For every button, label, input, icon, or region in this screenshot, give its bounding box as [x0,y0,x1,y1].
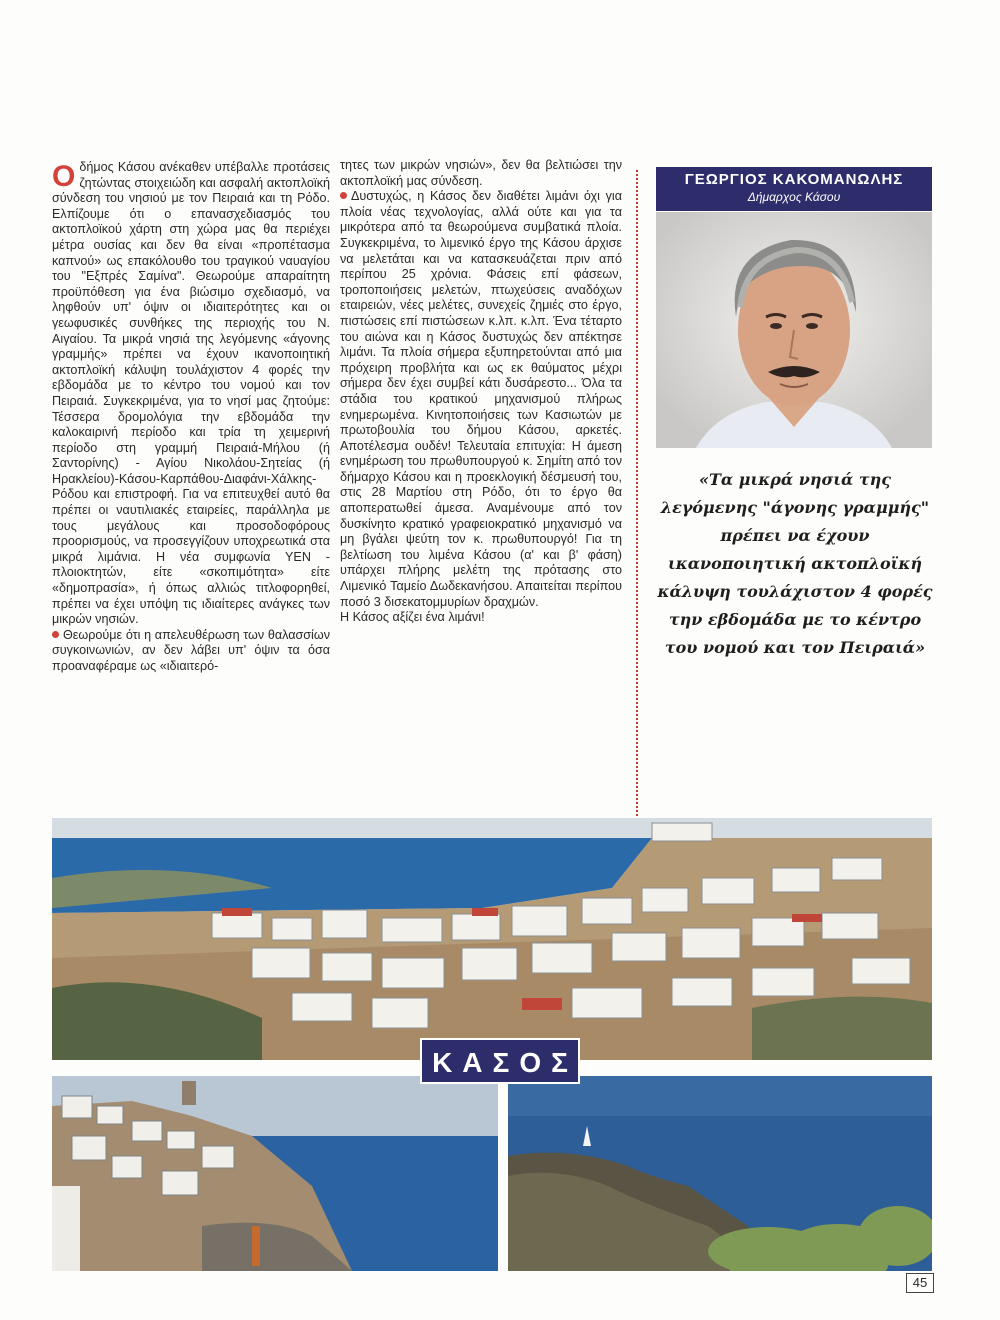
article-column-1 [52,160,330,675]
paragraph-1-text: δήμος Κάσου ανέκαθεν υπέβαλλε προτάσεις ζητώντας στοιχειώδη και ασφαλή ακτοπλοϊκή σύνδεση του νησιού με τον Πειραιά και τη Ρόδο. Ελπίζουμε ότι ο επανασχεδιασμός του ακτοπλοϊκού χάρτη στη χώρα μας θα περιέχει μέτρα ουσίας και δεν θα είναι «προπέτασμα καπνού» ως επακόλουθο του τραγικού ναυαγίου του "Εξπρές Σαμίνα". Θεωρούμε απαραίτητη προϋπόθεση για ένα βιώσιμο σχεδιασμό, να ληφθούν υπ' όψιν οι ιδιαιτερότητες και οι γεωφυσικές συνθήκες της περιοχής του Ν. Αιγαίου. Τα μικρά νησιά της λεγόμενης «άγονης γραμμής» πρέπει να έχουν ικανοποιητική ακτοπλοϊκή κάλυψη τουλάχιστον 4 φορές την εβδομάδα με το κέντρο του νομού και τον Πειραιά. Συγκεκριμένα, για το νησί μας ζητούμε: Τέσσερα δρομολόγια την εβδομάδα την καλοκαιρινή περίοδο και τρία τη χειμερινή περίοδο στη γραμμή Πειραιά-Μήλου (ή Σαντορίνης) - Αγίου Νικολάου-Σητείας (ή Ηρακλείου)-Κάσου-Καρπάθου-Διαφάνι-Χάλκης-Ρόδου και επιστροφή. Για να επιτευχθεί αυτό θα πρέπει οι ναυτιλιακές εταιρείες, παράλληλα με τους μεγάλους και προσοδοφόρους προορισμούς, να προσεγγίζουν υποχρεωτικά στα μικρά λιμάνια. Η νέα συμφωνία ΥΕΝ - πλοιοκτητών, είτε «σκοπιμότητα» είτε «δημοπρασία», ή όπως αλλιώς τιτλοφορηθεί, πρέπει να έχει υπόψη τις ιδιαίτερες ανάγκες των μικρών νησιών. [52,160,330,627]
pull-quote: «Τα μικρά νησιά της λεγόμενης "άγονης γραμμής" πρέπει να έχουν ικανοποιητική ακτοπλοϊκή κάλυψη τουλάχιστον 4 φορές την εβδομάδα με το κέντρο του νομού και τον Πειραιά» [657,470,933,657]
sea-view-photo [508,1076,932,1271]
paragraph-2-text: Θεωρούμε ότι η απελευθέρωση των θαλασσίων συγκοινωνιών, αν δεν λάβει υπ' όψιν τα όσα προαναφέραμε ως «ιδιαιτερό- [52,627,330,673]
town-panorama-photo [52,818,932,1060]
paragraph-3: τητες των μικρών νησιών», δεν θα βελτιώσει την ακτοπλοϊκή μας σύνδεση. [340,158,622,188]
mayor-role: Δήμαρχος Κάσου [747,190,841,204]
paragraph-4 [340,189,622,610]
mayor-name: ΓΕΩΡΓΙΟΣ ΚΑΚΟΜΑΝΩΛΗΣ [684,171,904,188]
name-box [656,167,932,211]
page-number: 45 [906,1273,934,1293]
mayor-portrait [656,212,932,448]
article-column-2 [340,158,622,626]
location-caption: ΚΑΣΟΣ [420,1038,580,1084]
drop-cap: Ο [52,160,76,193]
bullet-icon [340,192,347,199]
dotted-divider [636,170,638,820]
coastal-village-photo [52,1076,498,1271]
paragraph-5: Η Κάσος αξίζει ένα λιμάνι! [340,610,485,625]
paragraph-4-text: Δυστυχώς, η Κάσος δεν διαθέτει λιμάνι όχι για πλοία νέας τεχνολογίας, αλλά ούτε και για τα μικρότερα από τα θεωρούμενα συμβατικά πλοία. Συγκεκριμένα, το λιμενικό έργο της Κάσου άρχισε να μελετάται και να κατασκευάζεται πριν από περίπου 25 χρόνια. Φάσεις επί φάσεων, τροποποιήσεις μελετών, πτωχεύσεις αναδόχων εταιρειών, νέες μελέτες, συνεχείς ζημιές στο έργο, πιστώσεις επί πιστώσεων κ.λπ. κ.λπ. Ένα τέταρτο του αιώνα και η Κάσος δυστυχώς δεν απέκτησε λιμάνι. Τα πλοία σήμερα εξυπηρετούνται από μια πρόχειρη προβλήτα και ως εκ θαύματος μέχρι σήμερα δεν έχει συμβεί κάτι δυσάρεστο... Όλα τα στάδια του κρατικού μηχανισμού πλήρως ενημερωμένα. Κινητοποιήσεις των Κασιωτών με πρωτοβουλία του δήμου Κάσου, αρκετές. Αποτέλεσμα ουδέν! Τελευταία επιτυχία: Η άμεση ενημέρωση του πρωθυπουργού κ. Σημίτη από τον δήμαρχο Κάσου και η προεκλογική δέσμευσή του, στις 28 Μαρτίου στη Ρόδο, ότι το έργο θα αποπερατωθεί άμεσα. Αναμένουμε από τον δυσκίνητο κρατικό γραφειοκρατικό μηχανισμό να μη βγάλει ψεύτη τον κ. πρωθυπουργό! Για τη βελτίωση του λιμένα Κάσου (α' και β' φάση) υπάρχει πλήρης μελέτη της πρότασης στο Λιμενικό Ταμείο Δωδεκανήσου. Απαιτείται περίπου ποσό 3 δισεκατομμυρίων δραχμών. [340,189,622,609]
bullet-icon [52,631,59,638]
paragraph-1 [52,160,330,628]
paragraph-2 [52,628,330,675]
